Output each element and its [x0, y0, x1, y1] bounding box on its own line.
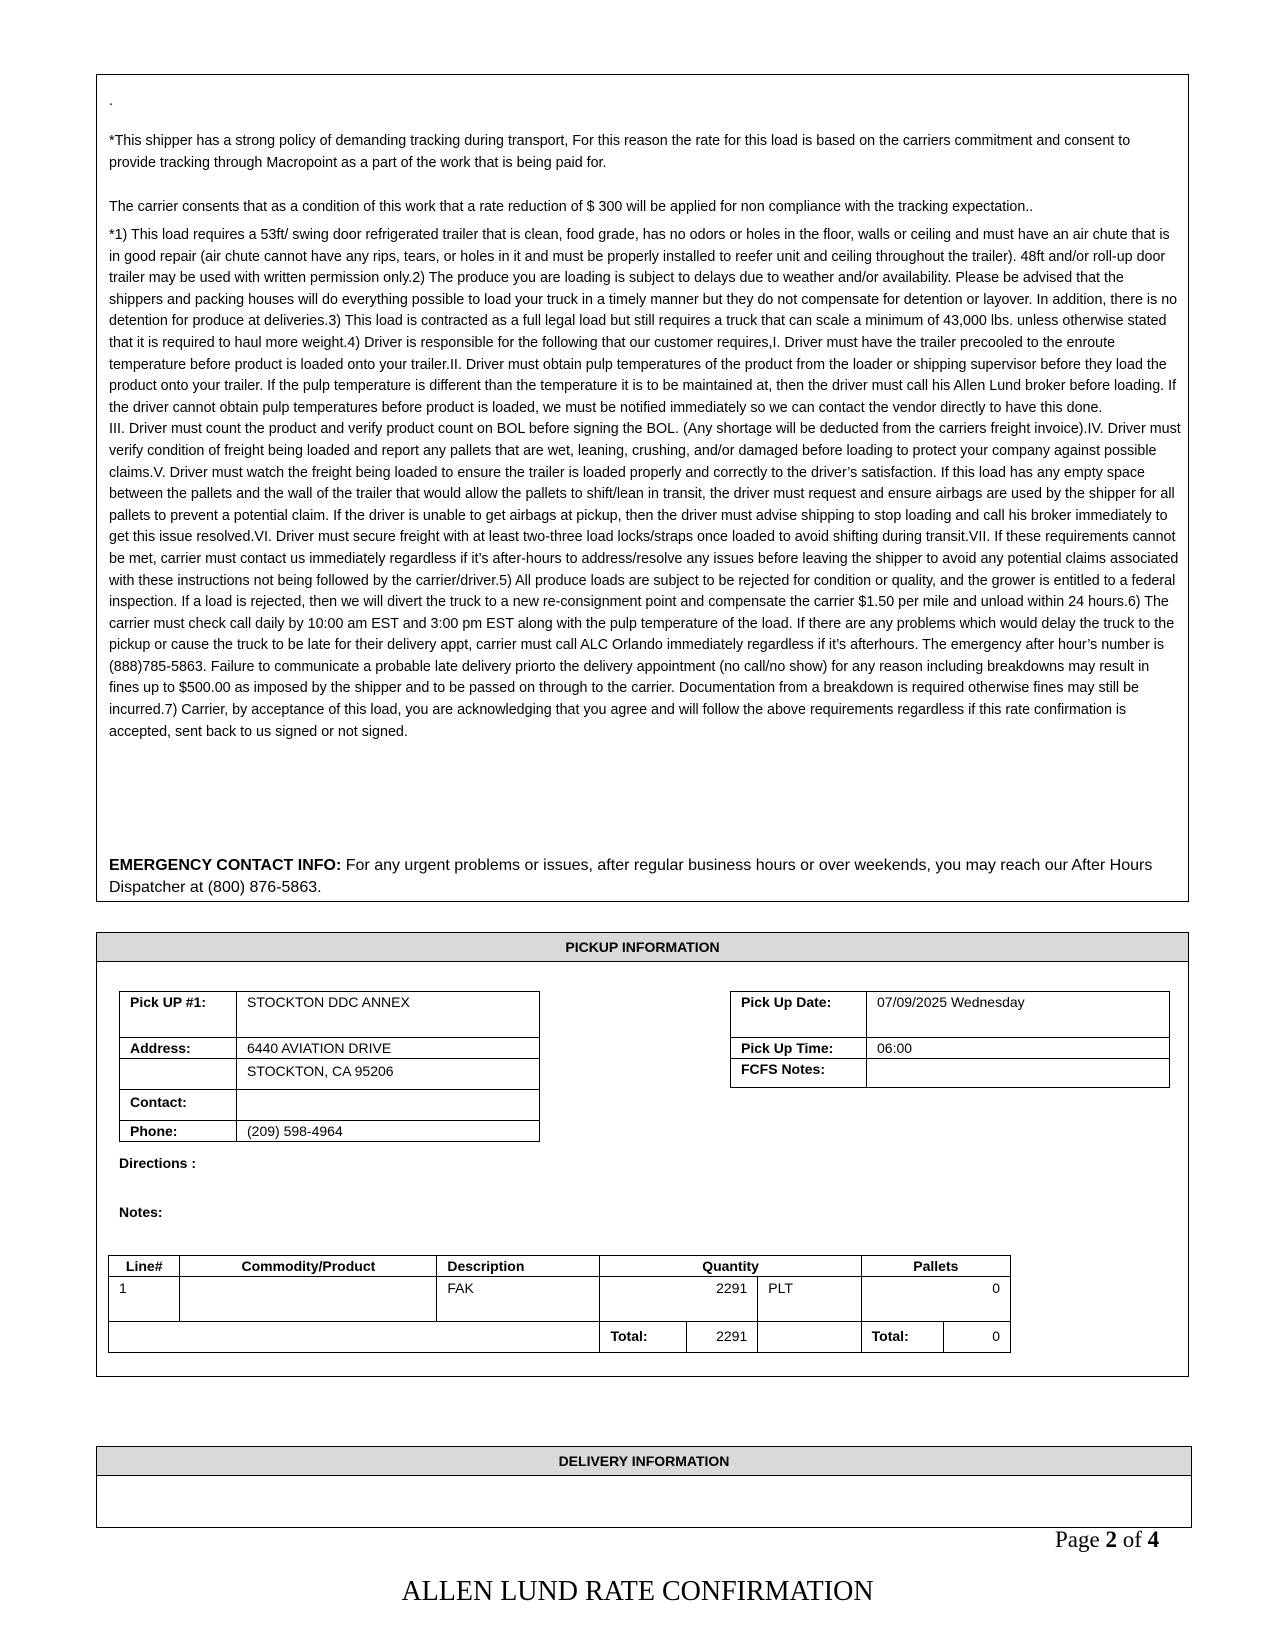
- row-pallets: 0: [861, 1277, 1010, 1322]
- directions-label: Directions :: [119, 1155, 197, 1171]
- fcfs-notes-label: FCFS Notes:: [731, 1059, 867, 1088]
- row-commodity: [180, 1277, 437, 1322]
- fcfs-notes-value: [867, 1059, 1170, 1088]
- row-line: 1: [109, 1277, 180, 1322]
- tracking-policy-text: *This shipper has a strong policy of demanding tracking during transport, For this reason the rate for this load is based on the carriers commitment and consent to provide tracking through Macropoint as a part of the work that is being paid for.: [109, 133, 1131, 171]
- emergency-text: For any urgent problems or issues, after regular business hours or over weekends, you may reach our After Hours Dispatcher at (800) 876-5863.: [109, 857, 1153, 896]
- contact-label: Contact:: [120, 1090, 237, 1121]
- pallets-total-label: Total:: [861, 1322, 943, 1353]
- commodity-table: [108, 1255, 1011, 1353]
- quantity-total-value: 2291: [686, 1322, 757, 1353]
- row-quantity: 2291: [600, 1277, 758, 1322]
- delivery-section: [96, 1446, 1192, 1528]
- notes-label: Notes:: [119, 1204, 163, 1220]
- pickup-location-table: [119, 991, 540, 1142]
- pickup-time-label: Pick Up Time:: [731, 1038, 867, 1059]
- load-requirements: [109, 225, 1181, 743]
- pickup-header: PICKUP INFORMATION: [97, 933, 1188, 962]
- totals-row: [109, 1322, 1011, 1353]
- rate-reduction-text: The carrier consents that as a condition of this work that a rate reduction of $ 300 will be applied for non compliance with the tracking expectation..: [109, 199, 1034, 216]
- address-line2: STOCKTON, CA 95206: [237, 1059, 540, 1090]
- col-line: Line#: [109, 1256, 180, 1277]
- pickup-time-value: 06:00: [867, 1038, 1170, 1059]
- table-row: [109, 1277, 1011, 1322]
- requirements-part2: III. Driver must count the product and verify product count on BOL before signing the BOL. (Any shortage will be deducted from the carriers freight invoice).IV. Driver must verify condition of freight being loaded and report any pallets that are wet, leaning, crushing, and/or damaged before loading to protect your company against possible claims.V. Driver must watch the freight being loaded to ensure the trailer is loaded properly and correctly to the driver’s satisfaction. If this load has any empty space between the pallets and the wall of the trailer that would allow the pallets to shift/lean in transit, the driver must request and ensure airbags are used by the shipper for all pallets to prevent a potential claim. If the driver is unable to get airbags at pickup, then the driver must advise shipping to stop loading and call his broker immediately to get this issue resolved.VI. Driver must secure freight with at least two-three load locks/straps once loaded to avoid shifting during transit.VII. If these requirements cannot be met, carrier must contact us immediately regardless if it’s after-hours to address/resolve any issues before leaving the shipper to avoid any potential claims associated with these instructions not being followed by the carrier/driver.5) All produce loads are subject to be rejected for condition or quality, and the grower is entitled to a federal inspection. If a load is rejected, then we will divert the truck to a new re-consignment point and compensate the carrier $1.50 per mile and unload within 24 hours.6) The carrier must check call daily by 10:00 am EST and 3:00 pm EST along with the pulp temperature of the load. If there are any problems which would delay the truck to the pickup or cause the truck to be late for their delivery appt, carrier must call ALC Orlando immediately regardless if it’s afterhours. The emergency after hour’s number is (888)785-5863. Failure to communicate a probable late delivery priorto the delivery appointment (no call/no show) for any reason including breakdowns may result in fines up to $500.00 as imposed by the shipper and to be passed on through to the carrier. Documentation from a breakdown is required otherwise fines may still be incurred.7) Carrier, by acceptance of this load, you are acknowledging that you agree and will follow the above requirements regardless if this rate confirmation is accepted, sent back to us signed or not signed.: [109, 421, 1181, 740]
- address-blank-label: [120, 1059, 237, 1090]
- emergency-contact: [109, 855, 1184, 899]
- page-prefix: Page: [1055, 1527, 1106, 1552]
- col-description: Description: [437, 1256, 600, 1277]
- col-quantity: Quantity: [600, 1256, 861, 1277]
- address-label: Address:: [120, 1038, 237, 1059]
- address-line1: 6440 AVIATION DRIVE: [237, 1038, 540, 1059]
- totals-unit-blank: [758, 1322, 861, 1353]
- phone-value: (209) 598-4964: [237, 1121, 540, 1142]
- pickup-date-label: Pick Up Date:: [731, 992, 867, 1038]
- pickup-section: [96, 932, 1189, 1377]
- terms-dot: .: [109, 93, 113, 110]
- pickup-date-value: 07/09/2025 Wednesday: [867, 992, 1170, 1038]
- pallets-total-value: 0: [943, 1322, 1010, 1353]
- col-pallets: Pallets: [861, 1256, 1010, 1277]
- pickup-schedule-table: [730, 991, 1170, 1088]
- quantity-total-label: Total:: [600, 1322, 686, 1353]
- page-number: [1055, 1527, 1159, 1553]
- pickup-name: STOCKTON DDC ANNEX: [237, 992, 540, 1038]
- totals-blank: [109, 1322, 600, 1353]
- col-commodity: Commodity/Product: [180, 1256, 437, 1277]
- phone-label: Phone:: [120, 1121, 237, 1142]
- emergency-label: EMERGENCY CONTACT INFO:: [109, 857, 342, 874]
- contact-value: [237, 1090, 540, 1121]
- terms-section: [96, 74, 1189, 902]
- row-description: FAK: [437, 1277, 600, 1322]
- requirements-part1: *1) This load requires a 53ft/ swing door refrigerated trailer that is clean, food grade, has no odors or holes in the floor, walls or ceiling and must have an air chute that is in good repair (air chute cannot have any rips, tears, or holes in it and must be properly installed to reefer unit and ceiling throughout the trailer). 48ft and/or roll-up door trailer may be used with written permission only.2) The produce you are loading is subject to delays due to weather and/or availability. Please be advised that the shippers and packing houses will do everything possible to load your truck in a timely manner but they do not compensate for detention or layover. In addition, there is no detention for produce at deliveries.3) This load is contracted as a full legal load but still requires a truck that can scale a minimum of 43,000 lbs. unless otherwise stated that it is required to haul more weight.4) Driver is responsible for the following that our customer requires,I. Driver must have the trailer precooled to the enroute temperature before product is loaded onto your trailer.II. Driver must obtain pulp temperatures of the product from the loader or shipping supervisor before they load the product onto your trailer. If the pulp temperature is different than the temperature it is to be maintained at, then the driver must call his Allen Lund broker before loading. If the driver cannot obtain pulp temperatures before product is loaded, we must be notified immediately so we can contact the vendor directly to have this done.: [109, 227, 1178, 416]
- row-unit: PLT: [758, 1277, 861, 1322]
- delivery-header: DELIVERY INFORMATION: [97, 1447, 1191, 1476]
- page-mid: of: [1116, 1527, 1148, 1552]
- document-title: ALLEN LUND RATE CONFIRMATION: [401, 1576, 874, 1607]
- page-current: 2: [1105, 1527, 1117, 1552]
- pickup-label: Pick UP #1:: [120, 992, 237, 1038]
- page-total: 4: [1147, 1527, 1160, 1552]
